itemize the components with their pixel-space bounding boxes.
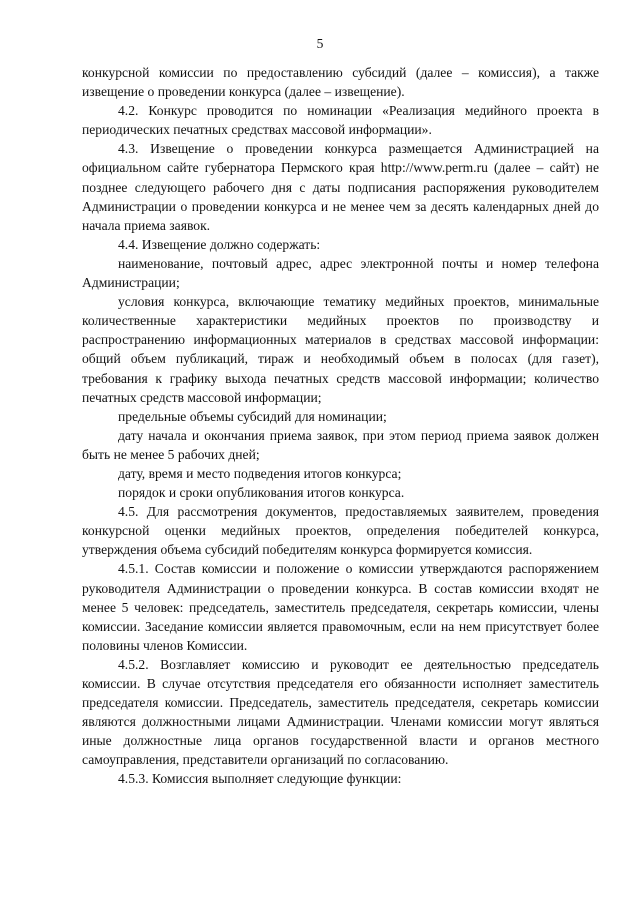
paragraph-4-3: 4.3. Извещение о проведении конкурса размещается Администрацией на официальном сайте губернатора Пермского края http://www.perm.ru (далее – сайт) не позднее следующего рабочего дня с даты подписания распоряжения руководителем Администрации о проведении конкурса и не менее чем за десять календарных дней до начала приема заявок. [82, 141, 599, 233]
list-item-application-dates: дату начала и окончания приема заявок, при этом период приема заявок должен быть не менее 5 рабочих дней; [82, 427, 599, 462]
list-item-results-publication: порядок и сроки опубликования итогов конкурса. [118, 485, 405, 501]
paragraph-continuation: конкурсной комиссии по предоставлению субсидий (далее – комиссия), а также извещение о проведении конкурса (далее – извещение). [82, 65, 599, 100]
list-item-conditions: условия конкурса, включающие тематику медийных проектов, минимальные количественные характеристики медийных проектов по производству и распространению информационных материалов в средствах массовой информации: общий объем публикаций, тираж и необходимый объем в полосах (для газет), требования к графику выхода печатных средств массовой информации; количество печатных средств массовой информации; [82, 294, 599, 405]
page-number: 5 [316, 36, 324, 51]
paragraph-4-5-1: 4.5.1. Состав комиссии и положение о комиссии утверждаются распоряжением руководителя Администрации о проведении конкурса. В состав комиссии входят не менее 5 человек: председатель, заместитель председателя, секретарь комиссии, члены комиссии. Заседание комиссии является правомочным, если на нем присутствует более половины членов Комиссии. [82, 561, 599, 653]
list-item-contacts: наименование, почтовый адрес, адрес электронной почты и номер телефона Администрации; [82, 255, 599, 291]
paragraph-4-5: 4.5. Для рассмотрения документов, предоставляемых заявителем, проведения конкурсной оценки медийных проектов, определения победителей конкурса, утверждения объема субсидий победителям конкурса формируется комиссия. [82, 504, 599, 558]
list-item-subsidy-limits: предельные объемы субсидий для номинации; [118, 408, 387, 424]
paragraph-4-2: 4.2. Конкурс проводится по номинации «Реализация медийного проекта в периодических печатных средствах массовой информации». [82, 103, 599, 138]
list-item-results-date: дату, время и место подведения итогов конкурса; [118, 465, 402, 481]
paragraph-4-5-2: 4.5.2. Возглавляет комиссию и руководит ее деятельностью председатель комиссии. В случае отсутствия председателя его обязанности исполняет заместитель председателя комиссии. Председатель, заместитель председателя, секретарь комиссии являются должностными лицами Администрации. Членами комиссии могут являться иные должностные лица органов государственной власти и органов местного самоуправления, представители организаций по согласованию. [82, 656, 599, 768]
document-body [82, 63, 599, 789]
paragraph-4-4: 4.4. Извещение должно содержать: [118, 236, 321, 252]
paragraph-4-5-3: 4.5.3. Комиссия выполняет следующие функции: [118, 771, 402, 787]
